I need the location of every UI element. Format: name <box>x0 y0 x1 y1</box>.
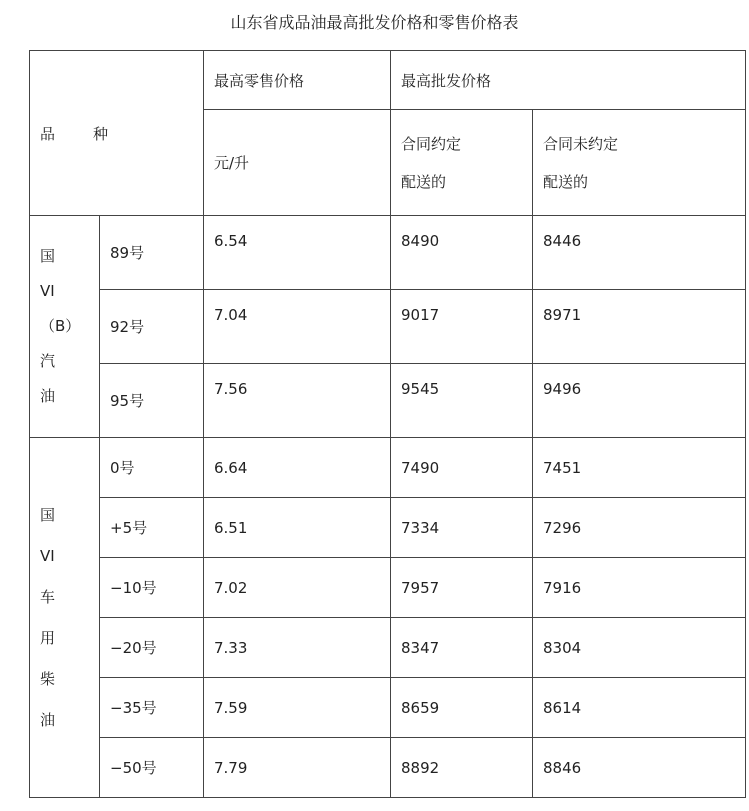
gasoline-category-label <box>40 239 99 414</box>
no-contract-delivery-header <box>533 110 746 216</box>
retail-max-header: 最高零售价格 <box>204 51 391 110</box>
no-contract-price-cell: 9496 <box>533 364 746 438</box>
no-contract-price-cell: 8846 <box>533 738 746 798</box>
diesel-category-cell <box>30 438 100 798</box>
variety-header-char-2: 种 <box>93 124 109 143</box>
retail-price-cell: 7.04 <box>204 290 391 364</box>
no-contract-delivery-line1: 合同未约定 <box>543 134 619 153</box>
table-row <box>30 216 746 290</box>
table-row <box>30 364 746 438</box>
grade-cell: 95号 <box>100 364 204 438</box>
contract-price-cell: 9017 <box>391 290 533 364</box>
variety-header-cell <box>30 51 204 216</box>
contract-price-cell: 7957 <box>391 558 533 618</box>
contract-price-cell: 9545 <box>391 364 533 438</box>
grade-cell: −35号 <box>100 678 204 738</box>
contract-price-cell: 8347 <box>391 618 533 678</box>
no-contract-delivery-line2: 配送的 <box>543 172 589 191</box>
retail-price-cell: 6.54 <box>204 216 391 290</box>
header-row-1 <box>30 51 746 110</box>
retail-price-cell: 7.56 <box>204 364 391 438</box>
retail-price-cell: 6.64 <box>204 438 391 498</box>
variety-header <box>40 125 108 143</box>
diesel-char: 油 <box>40 710 56 729</box>
grade-cell: −50号 <box>100 738 204 798</box>
no-contract-price-cell: 7296 <box>533 498 746 558</box>
diesel-char: 国 <box>40 505 56 524</box>
contract-price-cell: 7490 <box>391 438 533 498</box>
price-table <box>29 50 746 798</box>
table-row <box>30 438 746 498</box>
retail-price-cell: 7.79 <box>204 738 391 798</box>
grade-cell: +5号 <box>100 498 204 558</box>
grade-cell: −20号 <box>100 618 204 678</box>
diesel-char: 车 <box>40 587 56 606</box>
table-row <box>30 738 746 798</box>
retail-price-cell: 6.51 <box>204 498 391 558</box>
table-row <box>30 290 746 364</box>
unit-header: 元/升 <box>204 110 391 216</box>
gasoline-char: 汽 <box>40 352 56 370</box>
retail-price-cell: 7.02 <box>204 558 391 618</box>
contract-price-cell: 8490 <box>391 216 533 290</box>
contract-delivery-line1: 合同约定 <box>401 134 462 153</box>
gasoline-char: 油 <box>40 387 56 405</box>
contract-delivery-line2: 配送的 <box>401 172 447 191</box>
table-row <box>30 618 746 678</box>
retail-price-cell: 7.33 <box>204 618 391 678</box>
diesel-char: 柴 <box>40 669 56 688</box>
retail-price-cell: 7.59 <box>204 678 391 738</box>
gasoline-category-cell <box>30 216 100 438</box>
no-contract-price-cell: 7916 <box>533 558 746 618</box>
no-contract-price-cell: 8614 <box>533 678 746 738</box>
table-row <box>30 558 746 618</box>
table-title: 山东省成品油最高批发价格和零售价格表 <box>230 13 519 32</box>
grade-cell: −10号 <box>100 558 204 618</box>
table-row <box>30 678 746 738</box>
no-contract-price-cell: 7451 <box>533 438 746 498</box>
gasoline-char: VI <box>40 282 55 300</box>
contract-price-cell: 8892 <box>391 738 533 798</box>
no-contract-price-cell: 8446 <box>533 216 746 290</box>
grade-cell: 0号 <box>100 438 204 498</box>
diesel-char: 用 <box>40 628 56 647</box>
no-contract-price-cell: 8304 <box>533 618 746 678</box>
grade-cell: 89号 <box>100 216 204 290</box>
gasoline-char: 国 <box>40 247 56 265</box>
table-row <box>30 498 746 558</box>
wholesale-max-header: 最高批发价格 <box>391 51 746 110</box>
variety-header-char-1: 品 <box>40 124 56 143</box>
gasoline-char: （B） <box>40 317 81 335</box>
diesel-char: VI <box>40 546 55 565</box>
diesel-category-label <box>40 495 99 741</box>
no-contract-price-cell: 8971 <box>533 290 746 364</box>
contract-delivery-header <box>391 110 533 216</box>
contract-price-cell: 8659 <box>391 678 533 738</box>
grade-cell: 92号 <box>100 290 204 364</box>
contract-price-cell: 7334 <box>391 498 533 558</box>
